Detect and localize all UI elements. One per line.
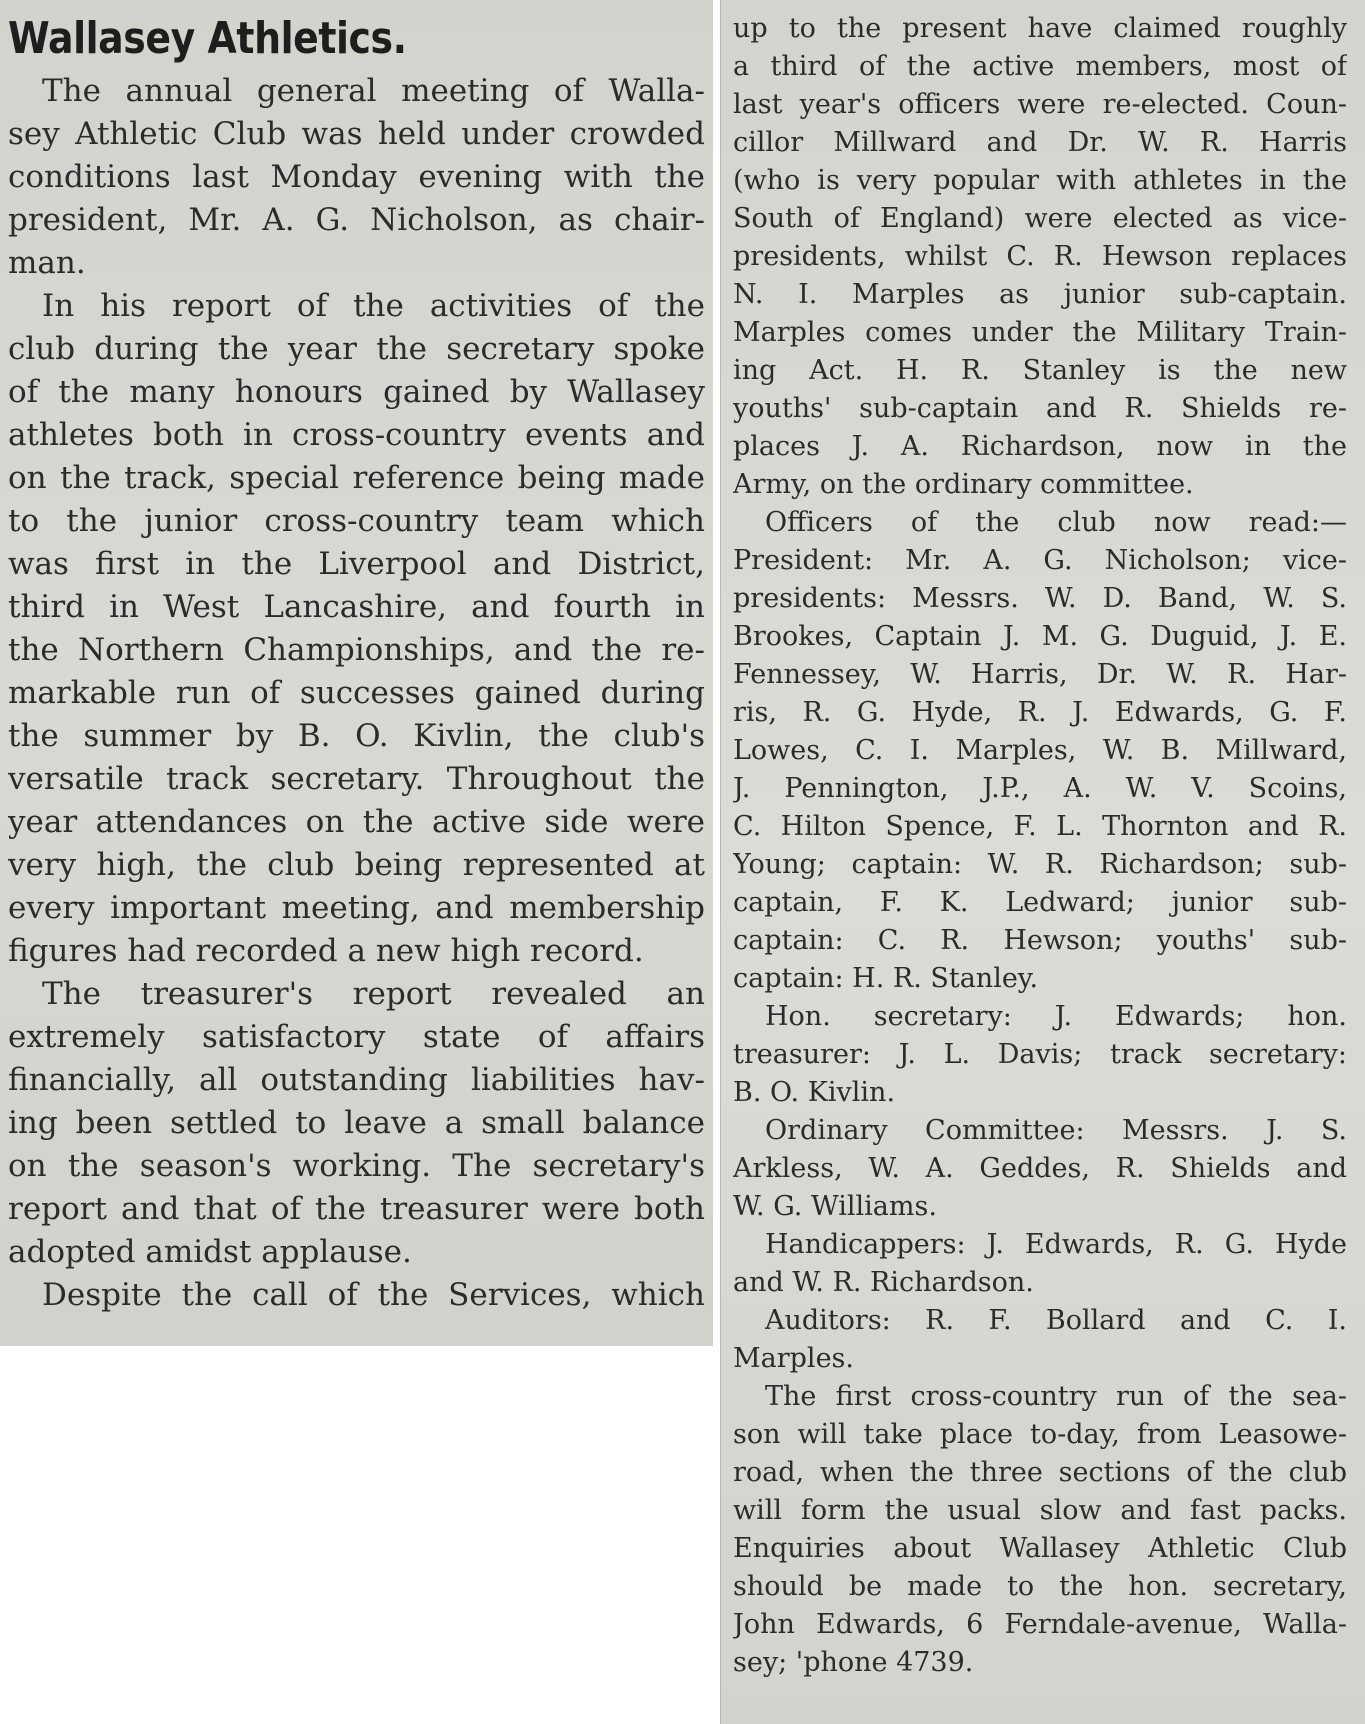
text-line: Auditors: R. F. Bollard and C. I.: [765, 1305, 1347, 1336]
text-line: report and that of the treasurer were both: [8, 1191, 705, 1227]
article-paragraph: [8, 973, 705, 1274]
article-paragraph: [733, 504, 1347, 998]
article-paragraph: [8, 70, 705, 285]
article-paragraph: [8, 285, 705, 973]
text-line: Arkless, W. A. Geddes, R. Shields and: [733, 1153, 1347, 1184]
text-line: C. Hilton Spence, F. L. Thornton and R.: [733, 811, 1347, 842]
text-line: a third of the active members, most of: [733, 51, 1347, 82]
text-line: treasurer: J. L. Davis; track secretary:: [733, 1039, 1347, 1070]
text-line: markable run of successes gained during: [8, 675, 705, 711]
text-line: third in West Lancashire, and fourth in: [8, 589, 705, 625]
text-line: John Edwards, 6 Ferndale-avenue, Walla-: [733, 1609, 1347, 1640]
article-paragraph: [733, 1302, 1347, 1378]
article-paragraph: [733, 1112, 1347, 1226]
text-line: extremely satisfactory state of affairs: [8, 1019, 705, 1055]
article-paragraph: [733, 998, 1347, 1112]
text-line: (who is very popular with athletes in the: [733, 165, 1347, 196]
text-line: to the junior cross-country team which: [8, 503, 705, 539]
text-line: Ordinary Committee: Messrs. J. S.: [765, 1115, 1347, 1146]
text-line: ris, R. G. Hyde, R. J. Edwards, G. F.: [733, 697, 1347, 728]
text-line: In his report of the activities of the: [42, 288, 705, 324]
text-line: was first in the Liverpool and District,: [8, 546, 705, 582]
text-line: every important meeting, and membership: [8, 890, 705, 926]
text-line: last year's officers were re-elected. Coun-: [733, 89, 1347, 120]
text-line: adopted amidst applause.: [8, 1234, 412, 1270]
article-paragraph: [733, 10, 1347, 504]
text-line: year attendances on the active side were: [8, 804, 705, 840]
text-line: and W. R. Richardson.: [733, 1267, 1034, 1298]
text-line: captain: C. R. Hewson; youths' sub-: [733, 925, 1347, 956]
text-line: should be made to the hon. secretary,: [733, 1571, 1347, 1602]
text-line: man.: [8, 245, 86, 281]
text-line: Officers of the club now read:—: [765, 507, 1347, 538]
text-line: President: Mr. A. G. Nicholson; vice-: [733, 545, 1347, 576]
article-paragraph: [733, 1378, 1347, 1682]
text-line: youths' sub-captain and R. Shields re-: [733, 393, 1347, 424]
text-line: sey Athletic Club was held under crowded: [8, 116, 705, 152]
text-line: The annual general meeting of Walla-: [42, 73, 705, 109]
text-line: ing Act. H. R. Stanley is the new: [733, 355, 1347, 386]
text-line: J. Pennington, J.P., A. W. V. Scoins,: [733, 773, 1347, 804]
right-column: [720, 0, 1365, 1724]
text-line: Marples.: [733, 1343, 854, 1374]
text-line: athletes both in cross-country events and: [8, 417, 705, 453]
left-column: [0, 0, 713, 1346]
text-line: N. I. Marples as junior sub-captain.: [733, 279, 1347, 310]
text-line: Marples comes under the Military Train-: [733, 317, 1347, 348]
text-line: Fennessey, W. Harris, Dr. W. R. Har-: [733, 659, 1347, 690]
text-line: club during the year the secretary spoke: [8, 331, 705, 367]
text-line: Army, on the ordinary committee.: [733, 469, 1194, 500]
text-line: will form the usual slow and fast packs.: [733, 1495, 1347, 1526]
text-line: on the track, special reference being made: [8, 460, 705, 496]
text-line: on the season's working. The secretary's: [8, 1148, 705, 1184]
text-line: captain: H. R. Stanley.: [733, 963, 1039, 994]
text-line: W. G. Williams.: [733, 1191, 937, 1222]
text-line: The treasurer's report revealed an: [42, 976, 705, 1012]
text-line: son will take place to-day, from Leasowe-: [733, 1419, 1347, 1450]
text-line: financially, all outstanding liabilities hav-: [8, 1062, 705, 1098]
text-line: figures had recorded a new high record.: [8, 933, 644, 969]
text-line: presidents, whilst C. R. Hewson replaces: [733, 241, 1347, 272]
text-line: Brookes, Captain J. M. G. Duguid, J. E.: [733, 621, 1347, 652]
text-line: sey; 'phone 4739.: [733, 1647, 974, 1678]
text-line: Despite the call of the Services, which: [42, 1277, 705, 1313]
article-paragraph: [733, 1226, 1347, 1302]
text-line: Handicappers: J. Edwards, R. G. Hyde: [765, 1229, 1347, 1260]
text-line: the summer by B. O. Kivlin, the club's: [8, 718, 705, 754]
text-line: captain, F. K. Ledward; junior sub-: [733, 887, 1347, 918]
text-line: of the many honours gained by Wallasey: [8, 374, 705, 410]
text-line: president, Mr. A. G. Nicholson, as chair-: [8, 202, 705, 238]
text-line: presidents: Messrs. W. D. Band, W. S.: [733, 583, 1347, 614]
text-line: road, when the three sections of the club: [733, 1457, 1347, 1488]
text-line: B. O. Kivlin.: [733, 1077, 896, 1108]
text-line: ing been settled to leave a small balance: [8, 1105, 705, 1141]
article-paragraph: [8, 1274, 705, 1317]
article-headline: Wallasey Athletics.: [8, 13, 407, 64]
text-line: up to the present have claimed roughly: [733, 13, 1347, 44]
text-line: Young; captain: W. R. Richardson; sub-: [733, 849, 1347, 880]
text-line: Lowes, C. I. Marples, W. B. Millward,: [733, 735, 1347, 766]
text-line: the Northern Championships, and the re-: [8, 632, 705, 668]
text-line: cillor Millward and Dr. W. R. Harris: [733, 127, 1347, 158]
text-line: South of England) were elected as vice-: [733, 203, 1347, 234]
text-line: conditions last Monday evening with the: [8, 159, 705, 195]
right-column-body: [733, 10, 1347, 1682]
text-line: Enquiries about Wallasey Athletic Club: [733, 1533, 1347, 1564]
text-line: versatile track secretary. Throughout the: [8, 761, 705, 797]
text-line: Hon. secretary: J. Edwards; hon.: [765, 1001, 1347, 1032]
left-column-body: [8, 70, 705, 1317]
text-line: very high, the club being represented at: [8, 847, 705, 883]
text-line: The first cross-country run of the sea-: [765, 1381, 1347, 1412]
text-line: places J. A. Richardson, now in the: [733, 431, 1347, 462]
column-gutter: [713, 0, 720, 1724]
